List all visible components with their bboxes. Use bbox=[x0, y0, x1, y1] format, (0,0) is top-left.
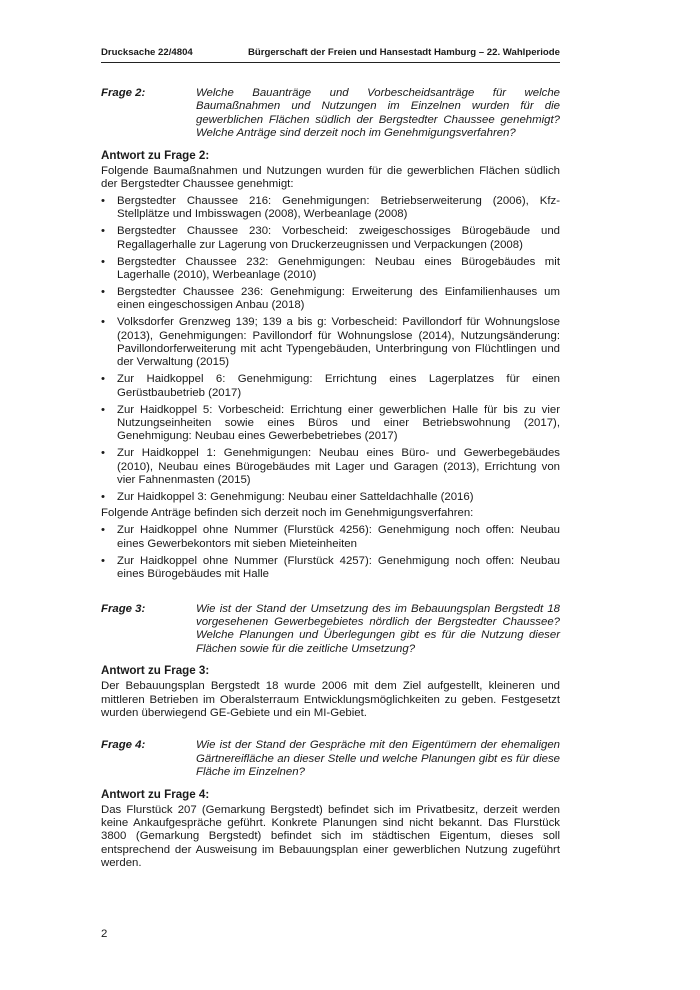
bullet-icon: • bbox=[101, 491, 105, 504]
page-header bbox=[101, 47, 560, 63]
page-number: 2 bbox=[101, 928, 108, 940]
question-2 bbox=[101, 87, 560, 141]
list-item: • Zur Haidkoppel 3: Genehmigung: Neubau einer Satteldachhalle (2016) bbox=[101, 491, 474, 504]
pending-intro: Folgende Anträge befinden sich derzeit noch im Genehmigungsverfahren: bbox=[101, 507, 474, 520]
bullet-icon: • bbox=[101, 194, 105, 207]
question-2-label: Frage 2: bbox=[101, 87, 146, 99]
question-2-text: Welche Bauanträge und Vorbescheidsanträge für welche Baumaßnahmen und Nutzungen im Einzelnen wurden für die gewerblichen Flächen südlich der Bergstedter Chaussee genehmigt? Welche Anträge sind derzeit noch im Genehmigungsverfahren? bbox=[196, 87, 560, 140]
question-3-text: Wie ist der Stand der Umsetzung des im Bebauungsplan Bergstedt 18 vorgesehenen Gewerbegebietes nördlich der Bergstedter Chaussee? Welche Planungen und Überlegungen gibt es für die Nutzung dieser Flächen sowie für die zeitliche Umsetzung? bbox=[196, 602, 560, 655]
answer-3-text: Der Bebauungsplan Bergstedt 18 wurde 2006 mit dem Ziel aufgestellt, kleineren und mittleren Betrieben im Oberalsterraum Entwicklungsmöglichkeiten zu geben. Festgesetzt wurden überwiegend GE-Gebiete und ein MI-Gebiet. bbox=[101, 680, 560, 719]
document-number: Drucksache 22/4804 bbox=[101, 47, 193, 58]
list-item: • Zur Haidkoppel 5: Vorbescheid: Errichtung einer gewerblichen Halle für bis zu vier Nutzungseinheiten sowie eines Büros und einer Betriebswohnung (2017), Genehmigung: Neubau eines Gewerbebetriebes (2017) bbox=[101, 403, 560, 443]
list-item: • Bergstedter Chaussee 216: Genehmigungen: Betriebserweiterung (2006), Kfz-Stellplätze und Imbisswagen (2008), Werbeanlage (2008) bbox=[101, 194, 560, 221]
bullet-icon: • bbox=[101, 403, 105, 416]
bullet-icon: • bbox=[101, 447, 105, 460]
list-item: • Zur Haidkoppel 1: Genehmigungen: Neubau eines Büro- und Gewerbegebäudes (2010), Neubau eines Bürogebäudes mit Lager und Garagen (2013), Errichtung von vier Fahnenmasten (2015) bbox=[101, 447, 560, 487]
list-item: • Zur Haidkoppel 6: Genehmigung: Errichtung eines Lagerplatzes für einen Gerüstbaubetrieb (2017) bbox=[101, 373, 560, 399]
list-item: • Bergstedter Chaussee 236: Genehmigung: Erweiterung des Einfamilienhauses um einen eingeschossigen Anbau (2018) bbox=[101, 285, 560, 312]
bullet-icon: • bbox=[101, 285, 105, 298]
answer-4-text: Das Flurstück 207 (Gemarkung Bergstedt) befindet sich im Privatbesitz, derzeit werden keine Ankaufgespräche geführt. Konkrete Planungen sind nicht bekannt. Das Flurstück 3800 (Gemarkung Bergstedt) befindet sich im städtischen Eigentum, dieses soll entsprechend der Ausweisung im Bebauungsplan einer gewerblichen Nutzung zugeführt werden. bbox=[101, 803, 560, 870]
question-3-label: Frage 3: bbox=[101, 602, 146, 615]
question-4-label: Frage 4: bbox=[101, 739, 146, 752]
bullet-icon: • bbox=[101, 554, 105, 567]
bullet-icon: • bbox=[101, 524, 105, 537]
answer-2-intro: Folgende Baumaßnahmen und Nutzungen wurden für die gewerblichen Flächen südlich der Bergstedter Chaussee genehmigt: bbox=[101, 164, 560, 191]
answer-4-heading: Antwort zu Frage 4: bbox=[101, 787, 210, 801]
bullet-icon: • bbox=[101, 255, 105, 268]
parliament-title: Bürgerschaft der Freien und Hansestadt Hamburg – 22. Wahlperiode bbox=[247, 47, 560, 58]
document-page bbox=[101, 47, 560, 871]
question-4 bbox=[101, 739, 560, 779]
list-item: • Bergstedter Chaussee 230: Vorbescheid: zweigeschossiges Bürogebäude und Regallagerhalle zur Lagerung von Druckerzeugnissen und Verpackungen (2008) bbox=[101, 225, 560, 251]
list-item: • Volksdorfer Grenzweg 139; 139 a bis g: Vorbescheid: Pavillondorf für Wohnungslose (2013), Genehmigungen: Pavillondorf für Wohnungslose (2014), Nutzungsänderung: Pavillondorferweiterung mit acht Typengebäuden, Unterbringung von Flüchtlingen und der Verwaltung (2015) bbox=[101, 316, 560, 369]
question-3 bbox=[101, 603, 560, 657]
list-item: • Zur Haidkoppel ohne Nummer (Flurstück 4257): Genehmigung noch offen: Neubau eines Bürogebäudes mit Halle bbox=[101, 554, 560, 581]
approved-measures-list bbox=[101, 195, 560, 505]
list-item: • Bergstedter Chaussee 232: Genehmigungen: Neubau eines Bürogebäudes mit Lagerhalle (2010), Werbeanlage (2010) bbox=[101, 255, 560, 281]
bullet-icon: • bbox=[101, 373, 105, 386]
list-item: • Zur Haidkoppel ohne Nummer (Flurstück 4256): Genehmigung noch offen: Neubau eines Gewerbekontors mit sieben Mieteinheiten bbox=[101, 524, 560, 550]
question-4-text: Wie ist der Stand der Gespräche mit den Eigentümern der ehemaligen Gärtnereifläche an dieser Stelle und welche Planungen gibt es für diese Fläche im Einzelnen? bbox=[196, 739, 560, 779]
answer-3-heading: Antwort zu Frage 3: bbox=[101, 664, 210, 678]
bullet-icon: • bbox=[101, 316, 105, 329]
answer-2-heading: Antwort zu Frage 2: bbox=[101, 148, 210, 162]
bullet-icon: • bbox=[101, 225, 105, 238]
pending-applications-list bbox=[101, 524, 560, 581]
